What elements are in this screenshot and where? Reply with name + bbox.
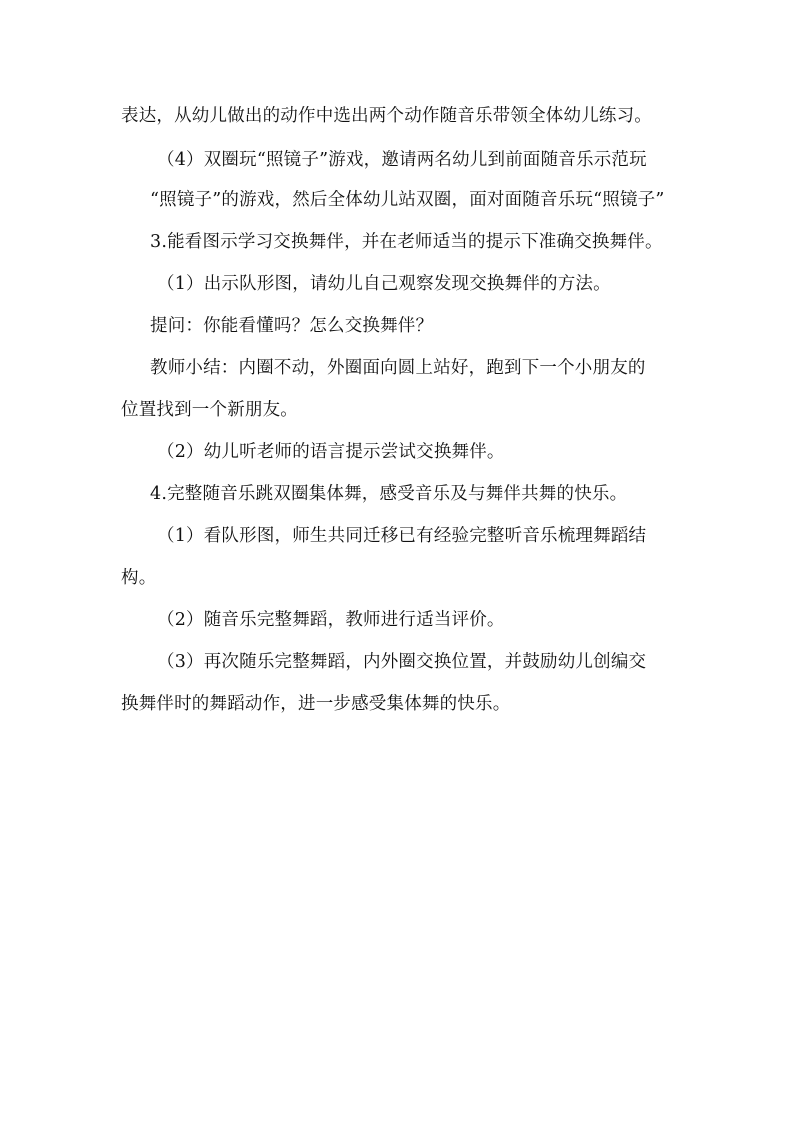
text-line: 位置找到一个新朋友。 (121, 400, 298, 420)
text-line: （1）出示队形图，请幼儿自己观察发现交换舞伴的方法。 (157, 274, 611, 294)
text-line: （2）幼儿听老师的语言提示尝试交换舞伴。 (157, 442, 505, 462)
text-line: 换舞伴时的舞蹈动作，进一步感受集体舞的快乐。 (121, 694, 511, 714)
text-line: 表达，从幼儿做出的动作中选出两个动作随音乐带领全体幼儿练习。 (121, 106, 652, 126)
text-line: 3.能看图示学习交换舞伴，并在老师适当的提示下准确交换舞伴。 (150, 232, 663, 252)
text-line: 构。 (121, 568, 157, 588)
text-line: （2）随音乐完整舞蹈，教师进行适当评价。 (157, 610, 505, 630)
text-line: （3）再次随乐完整舞蹈，内外圈交换位置，并鼓励幼儿创编交 (157, 652, 647, 672)
text-line: “照镜子”的游戏，然后全体幼儿站双圈，面对面随音乐玩“照镜子” (150, 190, 665, 210)
text-line: 4.完整随音乐跳双圈集体舞，感受音乐及与舞伴共舞的快乐。 (150, 484, 628, 504)
text-line: 教师小结：内圈不动，外圈面向圆上站好，跑到下一个小朋友的 (150, 358, 646, 378)
text-line: （4）双圈玩“照镜子”游戏，邀请两名幼儿到前面随音乐示范玩 (157, 150, 647, 170)
text-line: （1）看队形图，师生共同迁移已有经验完整听音乐梳理舞蹈结 (157, 526, 647, 546)
text-line: 提问：你能看懂吗？怎么交换舞伴？ (150, 316, 434, 336)
